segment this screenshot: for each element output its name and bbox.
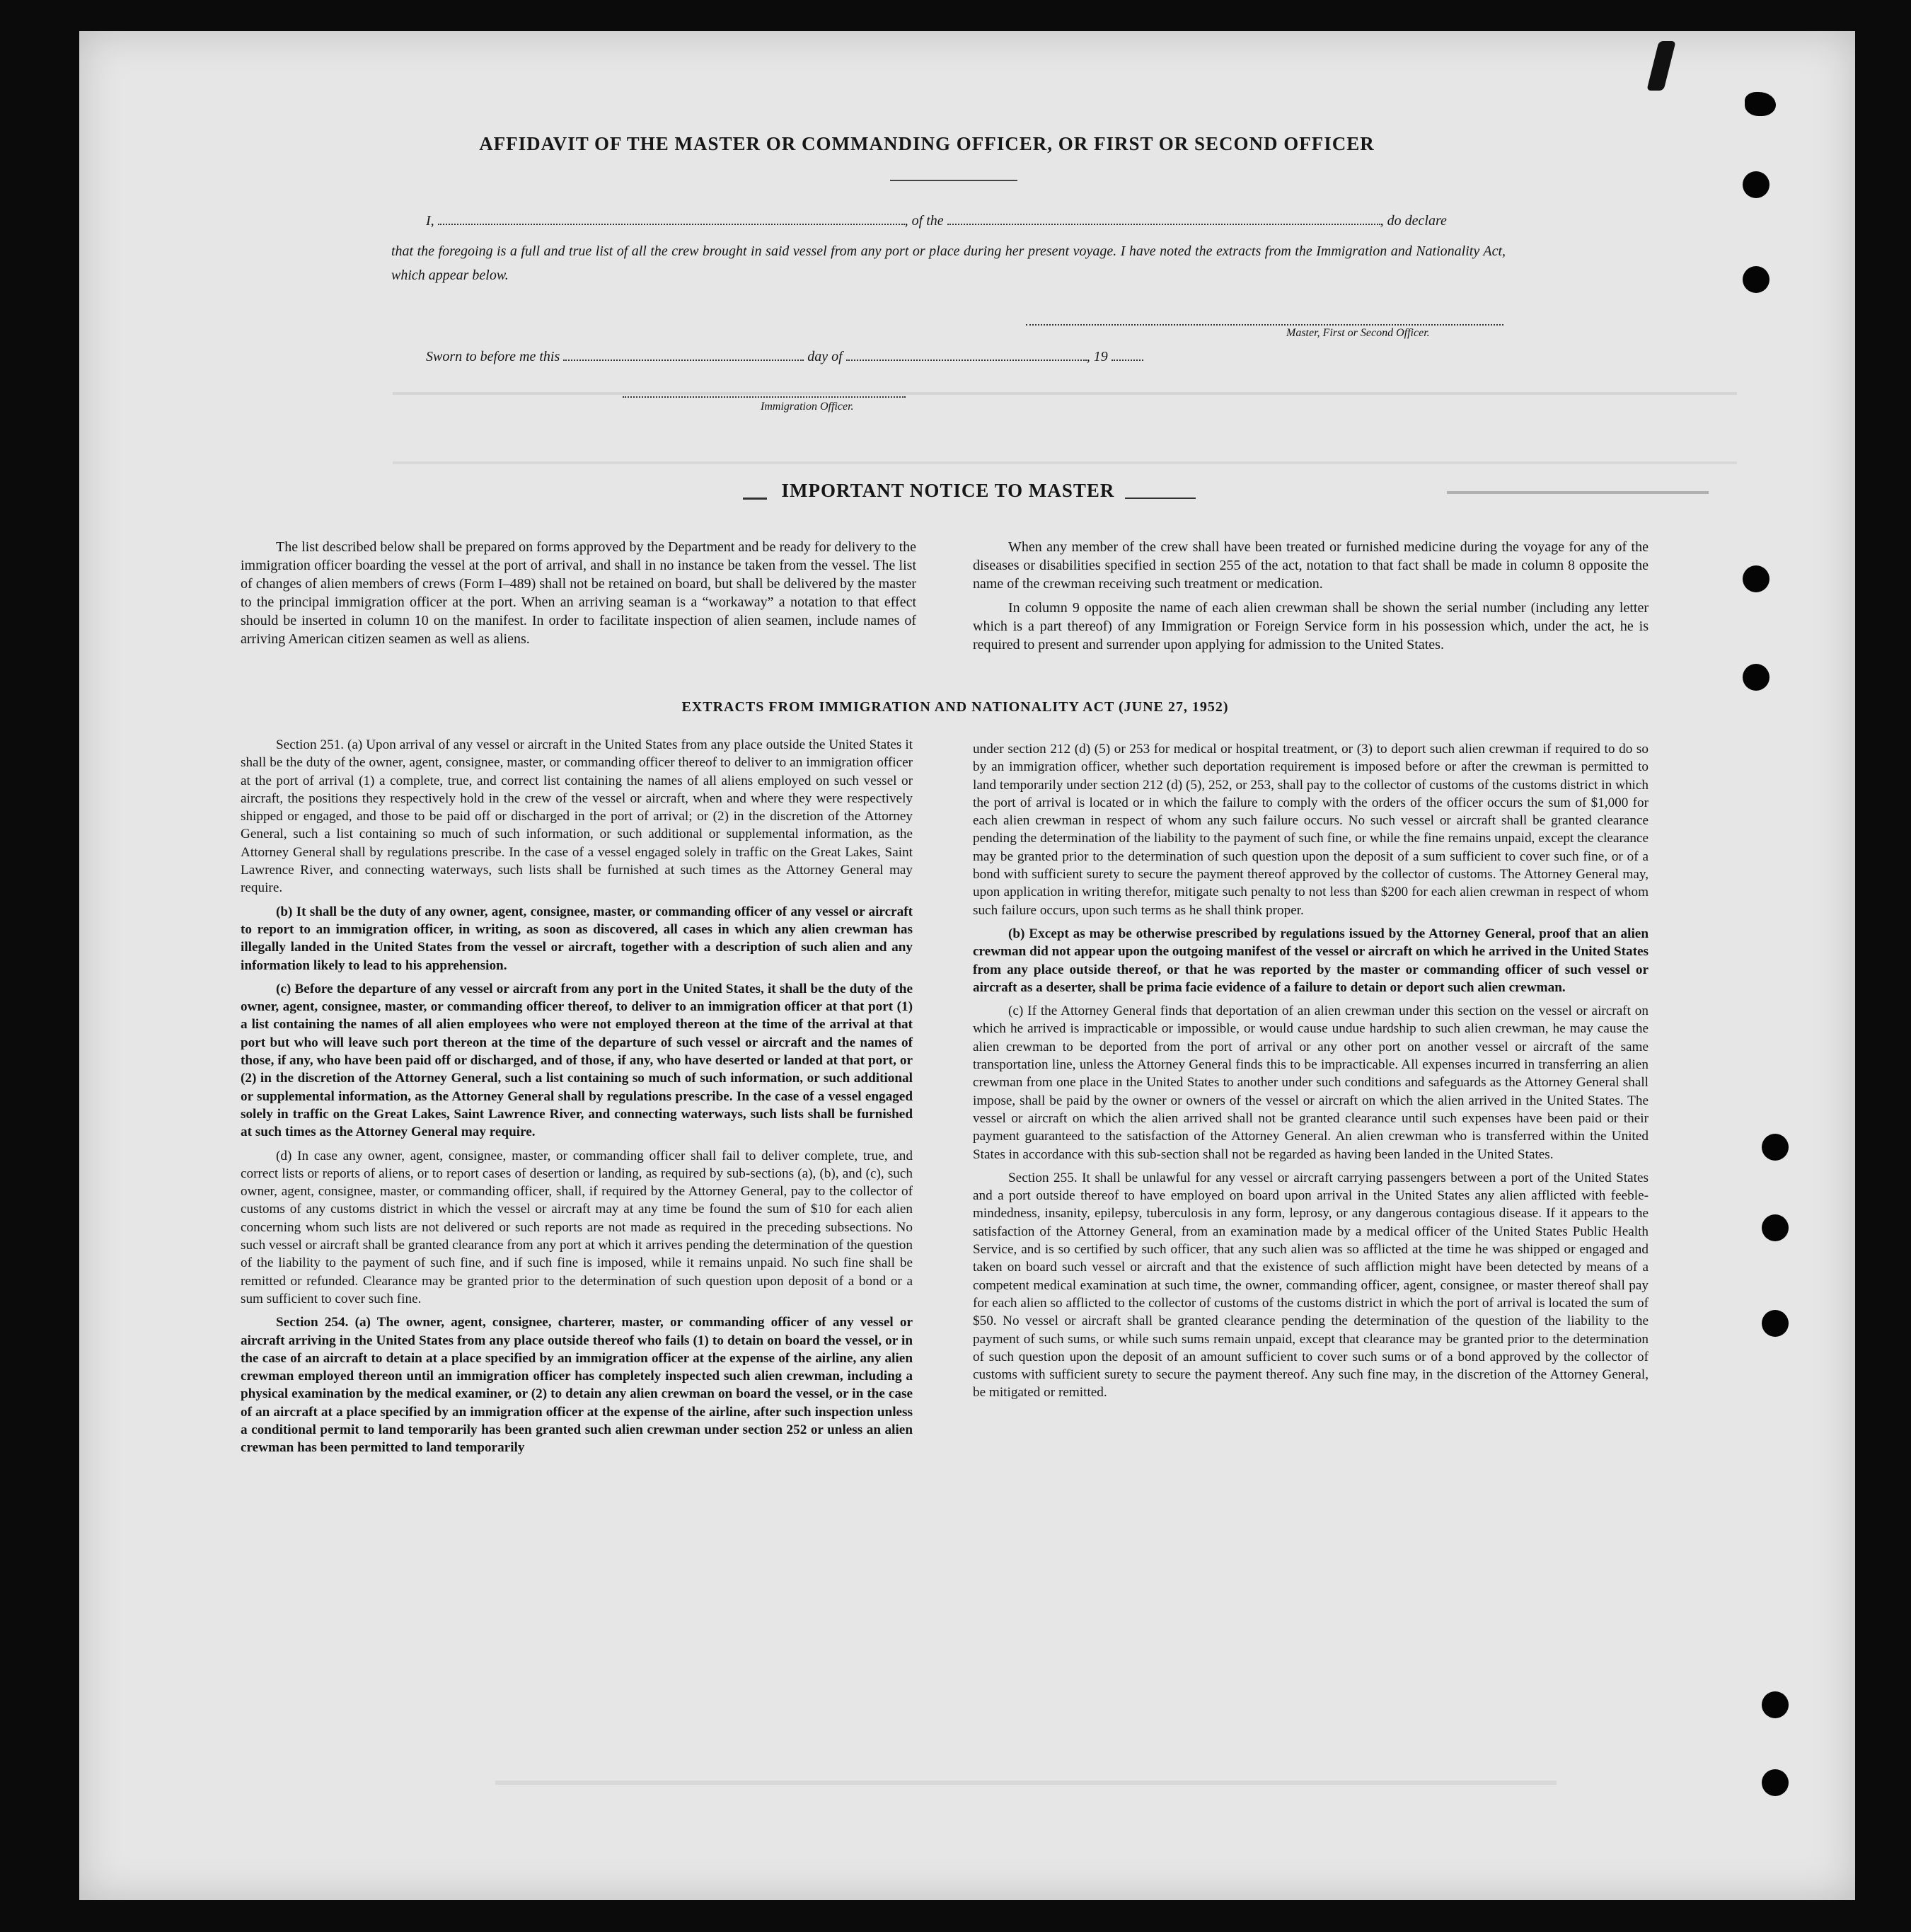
sworn-year-field[interactable] xyxy=(1112,348,1143,361)
punch-hole xyxy=(1743,565,1769,592)
notice-right-paragraph: In column 9 opposite the name of each alien crewman shall be shown the serial number (including any letter which is a part thereof) of any Immigration or Foreign Service form in his possession which, under the act, he is required to present and surrender upon applying for admission to the United States. xyxy=(973,600,1649,652)
section-251-c: (c) Before the departure of any vessel or aircraft from any port in the United States, it shall be the duty of the owner, agent, consignee, master, or commanding officer thereof, to deliver to an immigration officer at that port (1) a list containing the names of all alien employees who were not employed thereon at the time of the arrival at that port but who will leave such port thereon at the time of the departure of such vessel or aircraft and the names of those, if any, who have been paid off or discharged, and of those, if any, who have deserted or landed at that port, or (2) in the discretion of the Attorney General, such a list containing so much of such information, or such additional or supplemental information, as the Attorney General shall by regulations prescribe. In the case of a vessel engaged solely in traffic on the Great Lakes, Saint Lawrence River, and connecting waterways, such lists shall be furnished at such times as the Attorney General may require. xyxy=(241,981,913,1140)
master-signature-label: Master, First or Second Officer. xyxy=(1286,327,1430,339)
sworn-day-field[interactable] xyxy=(563,348,804,361)
sworn-line xyxy=(426,348,1143,365)
punch-hole xyxy=(1762,1310,1789,1337)
notice-left-column xyxy=(241,538,916,654)
sworn-day-of-label: day of xyxy=(807,349,843,364)
sworn-month-field[interactable] xyxy=(846,348,1087,361)
sworn-prefix: Sworn to before me this xyxy=(426,349,560,364)
sworn-year-label: , 19 xyxy=(1086,349,1108,364)
punch-hole xyxy=(1743,266,1769,293)
declaration-line xyxy=(426,212,1447,229)
punch-hole xyxy=(1762,1134,1789,1161)
section-251-a: Section 251. (a) Upon arrival of any vessel or aircraft in the United States from any place outside the United States it shall be the duty of the owner, agent, consignee, master, or commanding officer thereof to deliver to an immigration officer at the port of arrival (1) a complete, true, and correct list containing the names of all aliens employed on such vessel or aircraft, the positions they respectively hold in the crew of the vessel or aircraft, when and where they were respectively shipped or engaged, and those to be paid off or discharged in the port of arrival; or (2) in the discretion of the Attorney General, such a list containing so much of such information, or such additional or supplemental information, as the Attorney General shall by regulations prescribe. In the case of a vessel engaged solely in traffic on the Great Lakes, Saint Lawrence River, and connecting waterways, such lists shall be furnished at such times as the Attorney General may require. xyxy=(241,737,913,896)
notice-right-paragraph: When any member of the crew shall have been treated or furnished medicine during the voyage for any of the diseases or disabilities specified in section 255 of the act, notation to that fact shall be made in column 8 opposite the name of the crewman receiving such treatment or medication. xyxy=(973,539,1649,592)
master-signature-field[interactable] xyxy=(1026,324,1503,326)
notice-right-column xyxy=(973,538,1649,660)
declarant-name-field[interactable] xyxy=(438,212,905,225)
of-the-label: , of the xyxy=(904,213,944,229)
punch-hole xyxy=(1762,1769,1789,1796)
bleed-through-smudge xyxy=(393,392,1737,395)
notice-rule-right xyxy=(1125,498,1196,499)
punch-hole xyxy=(1745,92,1776,116)
affidavit-title: AFFIDAVIT OF THE MASTER OR COMMANDING OFFICER, OR FIRST OR SECOND OFFICER xyxy=(479,133,1375,154)
declaration-text: that the foregoing is a full and true list of all the crew brought in said vessel from any port or place during her present voyage. I have noted the extracts from the Immigration and Nationality Act, which appear below. xyxy=(391,243,1506,283)
vessel-name-field[interactable] xyxy=(947,212,1380,225)
section-254-c: (c) If the Attorney General finds that deportation of an alien crewman under this section on the vessel or aircraft on which he arrived is impracticable or impossible, or would cause undue hardship to such alien crewman, he may cause the alien crewman to be deported from the port of arrival or any other port on another vessel or aircraft of the same transportation line, unless the Attorney General finds this to be impracticable. All expenses incurred in transferring an alien crewman from one place in the United States to another under such conditions and safeguards as the Attorney General shall impose, shall be paid by the owner or owners of the vessel or aircraft on which the alien arrived in the United States. The vessel or aircraft on which the alien arrived shall not be granted clearance until such expenses have been paid or their payment guaranteed to the satisfaction of the Attorney General. An alien crewman who is transferred within the United States in accordance with this sub-section shall not be regarded as having been landed in the United States. xyxy=(973,1004,1649,1162)
punch-hole xyxy=(1762,1691,1789,1718)
title-divider xyxy=(890,180,1017,181)
bleed-through-smudge xyxy=(495,1781,1557,1785)
extracts-title: EXTRACTS FROM IMMIGRATION AND NATIONALITY ACT (JUNE 27, 1952) xyxy=(681,699,1229,715)
notice-left-paragraph: The list described below shall be prepared on forms approved by the Department and be ready for delivery to the immigration officer boarding the vessel at the port of arrival, and shall in no instance be taken from the vessel. The list of changes of alien members of crews (Form I–489) shall not be retained on board, but shall be delivered by the master to the principal immigration officer at the port. When an arriving seaman is a “workaway” a notation to that effect should be inserted in column 10 on the manifest. In order to facilitate inspection of alien seamen, include names of arriving American citizen seamen as well as aliens. xyxy=(241,539,916,647)
section-255: Section 255. It shall be unlawful for any vessel or aircraft carrying passengers between a port of the United States and a port outside thereof to have employed on board upon arrival in the United States any alien afflicted with feeble-mindedness, insanity, epilepsy, tuberculosis in any form, leprosy, or any dangerous contagious disease. If it appears to the satisfaction of the Attorney General, from an examination made by a medical officer of the United States Public Health Service, and is so certified by such officer, that any such alien was so afflicted at the time he was shipped or engaged and taken on board such vessel or aircraft and that the existence of such affliction might have been detected by means of a competent medical examination at such time, the owner, commanding officer, agent, consignee, or master thereof shall pay for each alien so afflicted to the collector of customs of the customs district in which the port of arrival is located the sum of $50. No vessel or aircraft shall be granted clearance pending the determination of the question of the liability to the payment of such sums, or while such sums remain unpaid, except that clearance may be granted prior to the determination of such question upon the deposit of an amount sufficient to cover such sums or of a bond approved by the collector of customs with sufficient surety to secure the payment thereof. Any such fine may, in the discretion of the Attorney General, be mitigated or remitted. xyxy=(973,1170,1649,1401)
section-254-a-continued: under section 212 (d) (5) or 253 for medical or hospital treatment, or (3) to deport such alien crewman if required to do so by an immigration officer, whether such deportation requirement is imposed before or after the crewman is permitted to land temporarily under section 212 (d) (5), 252, or 253, shall pay to the collector of customs of the customs district in which the port of arrival is located or in which the failure to comply with the orders of the officer occurs the sum of $1,000 for each alien crewman in respect of whom any such failure occurs. No such vessel or aircraft shall be granted clearance pending the determination of the liability to the payment of such fine, or while the fine remains unpaid, except the clearance may be granted prior to the determination of such question upon the deposit of a sum sufficient to cover such fine, or of a bond with sufficient surety to secure the payment thereof approved by the collector of customs. The Attorney General may, upon application in writing therefor, mitigate such penalty to not less than $200 for each alien crewman in respect of whom such failure occurs, upon such terms as he shall think proper. xyxy=(973,742,1649,918)
declarant-prefix: I, xyxy=(426,213,434,229)
notice-title: IMPORTANT NOTICE TO MASTER xyxy=(781,480,1115,501)
section-254-b: (b) Except as may be otherwise prescribed by regulations issued by the Attorney General, proof that an alien crewman did not appear upon the outgoing manifest of the vessel or aircraft on which he arrived in the United States from any place outside thereof, or that he was reported by the master or commanding officer of such vessel or aircraft as a deserter, shall be prima facie evidence of a failure to detain or deport such alien crewman. xyxy=(973,926,1649,995)
punch-hole xyxy=(1743,664,1769,691)
punch-hole xyxy=(1762,1214,1789,1241)
bleed-through-smudge xyxy=(1447,491,1709,494)
extracts-left-column xyxy=(241,736,913,1463)
section-251-b: (b) It shall be the duty of any owner, agent, consignee, master, or commanding officer of any vessel or aircraft to report to an immigration officer, in writing, as soon as discovered, all cases in which any alien crewman has illegally landed in the United States from the vessel or aircraft, together with a description of such alien and any information likely to lead to his apprehension. xyxy=(241,904,913,973)
section-251-d: (d) In case any owner, agent, consignee, master, or commanding officer shall fail to deliver complete, true, and correct lists or reports of aliens, or to report cases of desertion or landing, as required by sub-sections (a), (b), and (c), such owner, agent, consignee, master, or commanding officer, shall, if required by the Attorney General, pay to the collector of customs of any customs district in which the vessel or aircraft may at any time be found the sum of $10 for each alien concerning whom such lists are not delivered or such reports are not made as required in the preceding subsections. No such vessel or aircraft shall be granted clearance from any port at which it arrives pending the determination of the question of the liability to the payment of such fine, and if such fine is imposed, while it remains unpaid. No such fine shall be remitted or refunded. Clearance may be granted prior to the determination of such question upon deposit of a bond or a sum sufficient to cover such fine. xyxy=(241,1148,913,1306)
section-254-a: Section 254. (a) The owner, agent, consignee, charterer, master, or commanding officer of any vessel or aircraft arriving in the United States from any place outside thereof who fails (1) to detain on board the vessel, or in the case of an aircraft to detain at a place specified by an immigration officer at the expense of the airline, any alien crewman employed thereon until an immigration officer has completely inspected such alien crewman, including a physical examination by the medical examiner, or (2) to detain any alien crewman on board the vessel, or in the case of an aircraft at a place specified by an immigration officer at the expense of the airline, after such inspection unless a conditional permit to land temporarily has been granted such alien crewman under section 252 or unless an alien crewman has been permitted to land temporarily xyxy=(241,1315,913,1456)
immigration-officer-label: Immigration Officer. xyxy=(761,401,854,413)
bleed-through-smudge xyxy=(393,461,1737,464)
immigration-officer-signature-field[interactable] xyxy=(623,396,906,398)
extracts-right-column xyxy=(973,740,1649,1408)
punch-hole xyxy=(1743,171,1769,198)
do-declare-label: , do declare xyxy=(1380,213,1447,229)
